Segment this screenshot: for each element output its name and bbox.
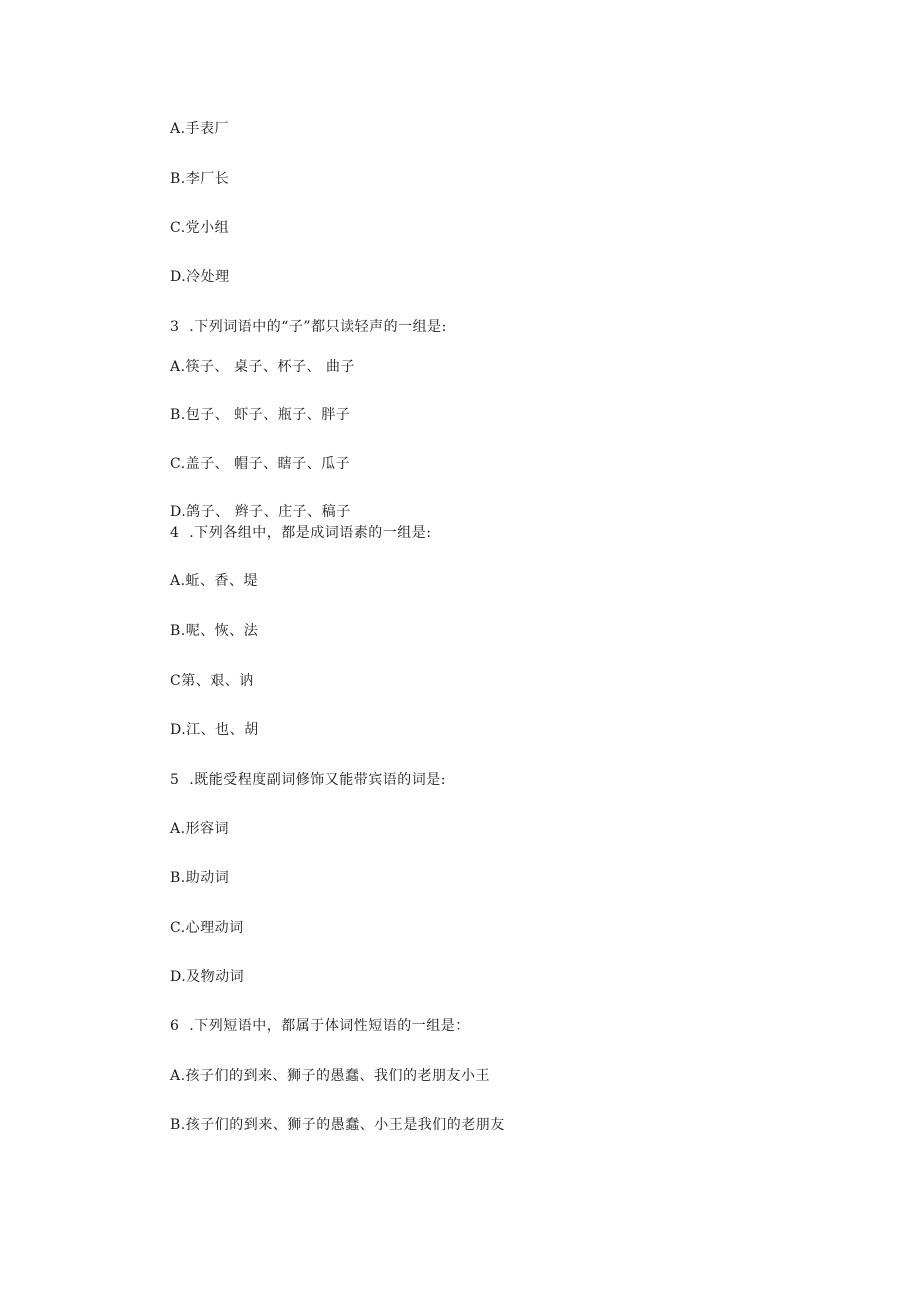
- option-2d: D.冷处理: [170, 269, 230, 285]
- question-4: 4 .下列各组中，都是成词语素的一组是:: [170, 525, 432, 541]
- option-6b: B.孩子们的到来、狮子的愚蠢、小王是我们的老朋友: [170, 1117, 505, 1133]
- question-5: 5 .既能受程度副词修饰又能带宾语的词是:: [170, 772, 446, 788]
- option-3c: C.盖子、 帽子、瞎子、瓜子: [170, 456, 351, 472]
- option-2b: B.李厂长: [170, 171, 230, 187]
- option-4c: C第、艰、讷: [170, 673, 254, 689]
- question-3: 3 .下列词语中的“子”都只读轻声的一组是:: [170, 319, 447, 335]
- option-5a: A.形容词: [170, 821, 230, 837]
- option-3d: D.鸽子、 辫子、庄子、稿子: [170, 504, 351, 520]
- option-5c: C.心理动词: [170, 920, 244, 936]
- option-4b: B.呢、恢、法: [170, 623, 259, 639]
- option-4a: A.蚯、香、堤: [170, 573, 259, 589]
- option-4d: D.江、也、胡: [170, 722, 259, 738]
- option-3b: B.包子、 虾子、瓶子、胖子: [170, 407, 351, 423]
- option-5d: D.及物动词: [170, 969, 245, 985]
- option-2a: A.手表厂: [170, 121, 230, 137]
- question-6: 6 .下列短语中，都属于体词性短语的一组是：: [170, 1018, 470, 1034]
- option-3a: A.筷子、 桌子、杯子、 曲子: [170, 359, 355, 375]
- option-2c: C.党小组: [170, 220, 230, 236]
- option-5b: B.助动词: [170, 870, 230, 886]
- option-6a: A.孩子们的到来、狮子的愚蠢、我们的老朋友小王: [170, 1068, 491, 1084]
